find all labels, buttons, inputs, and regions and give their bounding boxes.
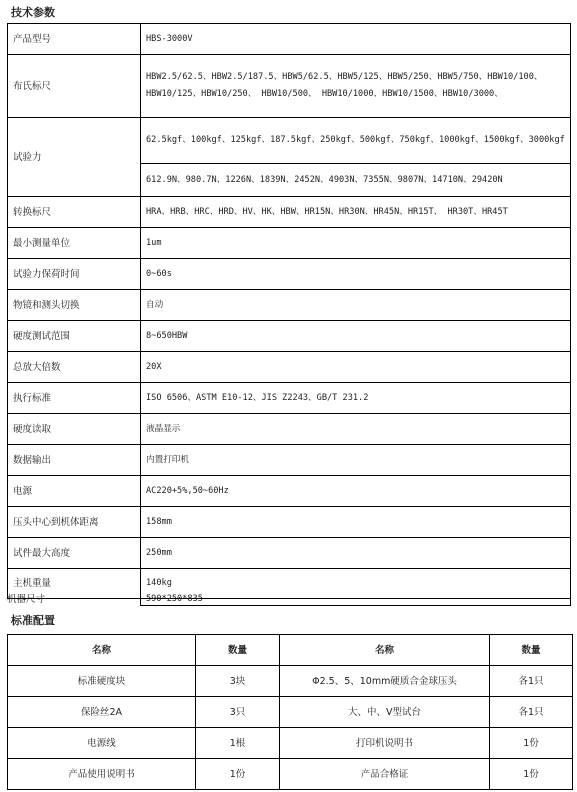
std-row [8, 759, 573, 790]
std-cell: 电源线 [8, 728, 196, 759]
spec-row [8, 24, 571, 55]
size-key: 机器尺寸 [7, 594, 46, 605]
size-value: 590*250*835 [140, 593, 571, 606]
spec-value: 0~60s [141, 259, 571, 290]
spec-row [8, 290, 571, 321]
std-cell: 保险丝2A [8, 697, 196, 728]
spec-key: 电源 [8, 476, 141, 507]
spec-row [8, 55, 571, 118]
spec-key: 执行标准 [8, 383, 141, 414]
spec-table [7, 23, 571, 599]
spec-key: 物镜和测头切换 [8, 290, 141, 321]
spec-key: 数据输出 [8, 445, 141, 476]
spec-value: 1um [141, 228, 571, 259]
std-header: 数量 [490, 635, 573, 666]
std-cell: 标准硬度块 [8, 666, 196, 697]
spec-row [8, 197, 571, 228]
spec-key: 硬度读取 [8, 414, 141, 445]
spec-key: 产品型号 [8, 24, 141, 55]
spec-value: 250mm [141, 538, 571, 569]
std-config-table [7, 634, 573, 790]
std-row [8, 728, 573, 759]
spec-row [8, 352, 571, 383]
spec-value: 158mm [141, 507, 571, 538]
std-cell: 产品使用说明书 [8, 759, 196, 790]
spec-row [8, 414, 571, 445]
std-header: 名称 [8, 635, 196, 666]
spec-row [8, 228, 571, 259]
std-cell: 产品合格证 [280, 759, 490, 790]
std-cell: 各1只 [490, 697, 573, 728]
spec-value: 液晶显示 [141, 414, 571, 445]
spec-row [8, 445, 571, 476]
spec-key: 试验力保荷时间 [8, 259, 141, 290]
std-cell: 1份 [490, 759, 573, 790]
spec-row [8, 259, 571, 290]
spec-row [8, 321, 571, 352]
std-cell: 3只 [196, 697, 280, 728]
std-cell: 1份 [490, 728, 573, 759]
spec-value: AC220+5%,50~60Hz [141, 476, 571, 507]
spec-value: 612.9N、980.7N、1226N、1839N、2452N、4903N、7355N、9807N、14710N、29420N [141, 164, 571, 197]
spec-value: HBW2.5/62.5、HBW2.5/187.5、HBW5/62.5、HBW5/125、HBW5/250、HBW5/750、HBW10/100、HBW10/125、HBW10/250、 HBW10/500、 HBW10/1000、HBW10/1500、HBW10/3000、 [141, 55, 571, 118]
spec-value: 62.5kgf、100kgf、125kgf、187.5kgf、250kgf、500kgf、750kgf、1000kgf、1500kgf、3000kgf [141, 118, 571, 164]
std-cell: 1根 [196, 728, 280, 759]
spec-key: 总放大倍数 [8, 352, 141, 383]
spec-value: 140kg [141, 569, 571, 599]
spec-value: 内置打印机 [141, 445, 571, 476]
std-row [8, 666, 573, 697]
spec-key: 主机重量 [8, 569, 141, 599]
spec-row [8, 538, 571, 569]
spec-row [8, 383, 571, 414]
spec-row [8, 118, 571, 164]
spec-key: 最小测量单位 [8, 228, 141, 259]
spec-key: 布氏标尺 [8, 55, 141, 118]
spec-key: 试件最大高度 [8, 538, 141, 569]
spec-value: 自动 [141, 290, 571, 321]
spec-row [8, 507, 571, 538]
spec-value: 20X [141, 352, 571, 383]
std-cell: 各1只 [490, 666, 573, 697]
spec-section-title: 技术参数 [11, 6, 55, 19]
std-cell: 大、中、V型试台 [280, 697, 490, 728]
std-cell: Φ2.5、5、10mm硬质合金球压头 [280, 666, 490, 697]
std-header: 数量 [196, 635, 280, 666]
spec-row [8, 476, 571, 507]
std-cell: 打印机说明书 [280, 728, 490, 759]
std-cell: 3块 [196, 666, 280, 697]
spec-key: 试验力 [8, 118, 141, 197]
std-section-title: 标准配置 [11, 614, 55, 627]
spec-key: 压头中心到机体距离 [8, 507, 141, 538]
std-row [8, 697, 573, 728]
std-header-row [8, 635, 573, 666]
spec-key: 硬度测试范围 [8, 321, 141, 352]
spec-value: 8~650HBW [141, 321, 571, 352]
spec-key: 转换标尺 [8, 197, 141, 228]
std-header: 名称 [280, 635, 490, 666]
spec-value: ISO 6506、ASTM E10-12、JIS Z2243、GB/T 231.2 [141, 383, 571, 414]
spec-value: HRA、HRB、HRC、HRD、HV、HK、HBW、HR15N、HR30N、HR45N、HR15T、 HR30T、HR45T [141, 197, 571, 228]
std-cell: 1份 [196, 759, 280, 790]
spec-value: HBS-3000V [141, 24, 571, 55]
